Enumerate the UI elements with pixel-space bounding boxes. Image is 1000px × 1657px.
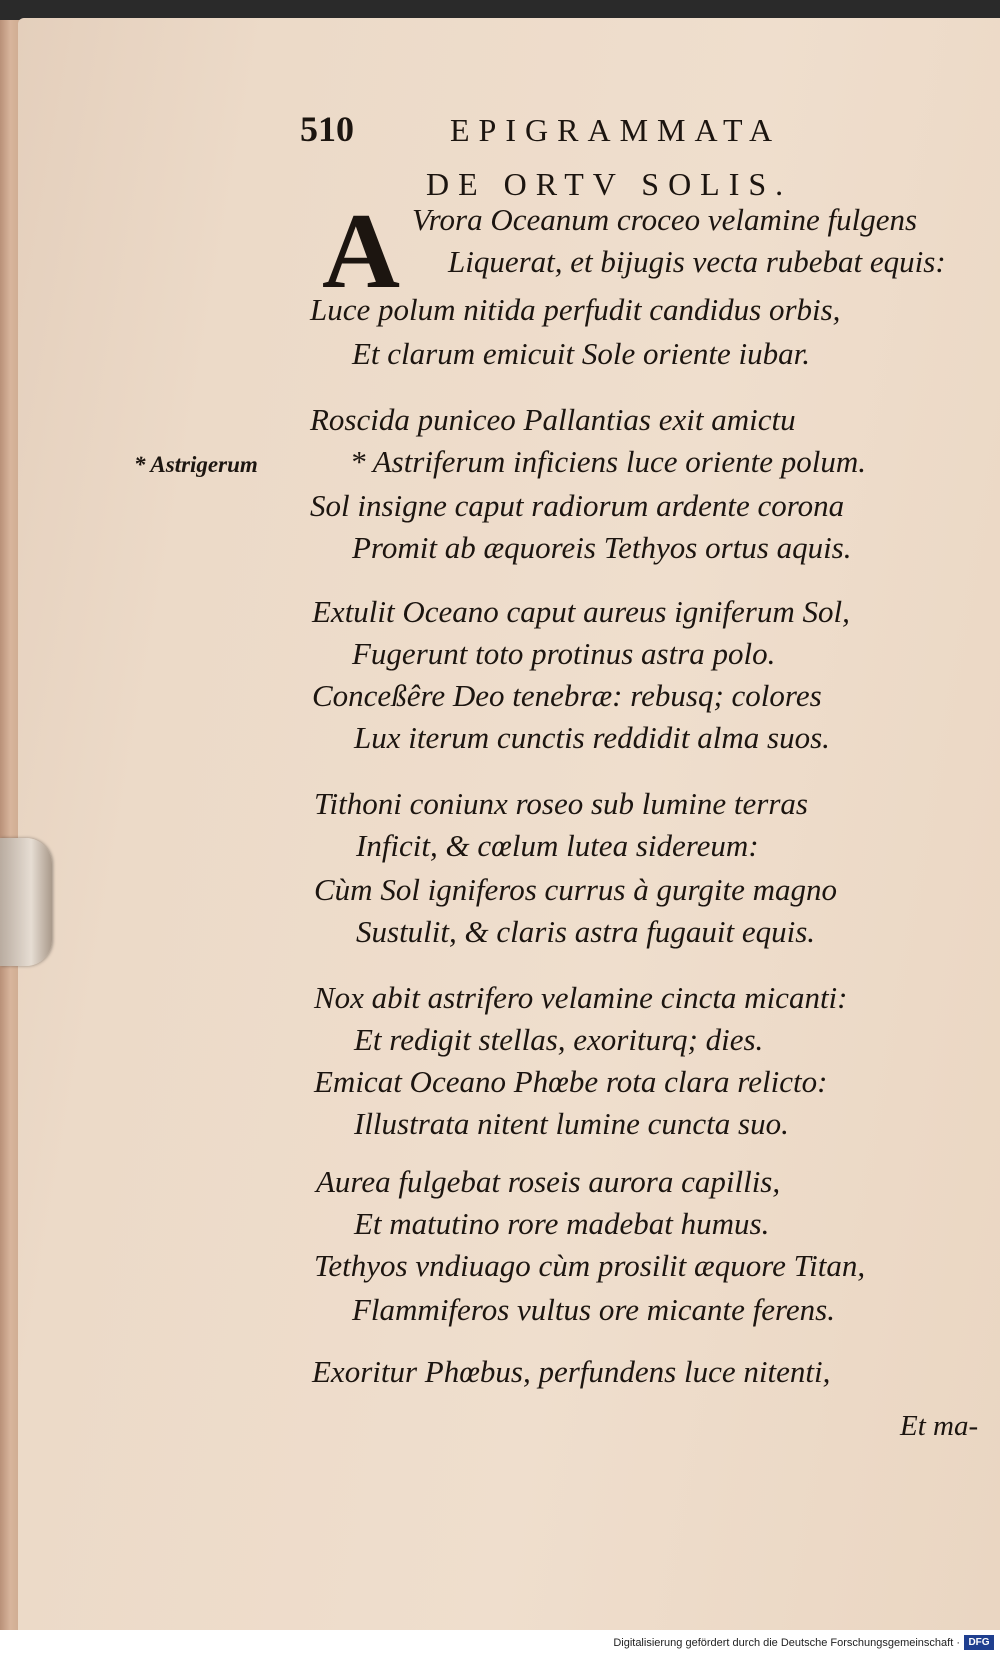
verse-line: Emicat Oceano Phœbe rota clara relicto: — [314, 1064, 828, 1099]
verse-line: Promit ab æquoreis Tethyos ortus aquis. — [352, 530, 852, 565]
verse-line: Exoritur Phœbus, perfundens luce nitenti, — [312, 1354, 831, 1389]
verse-line: Inficit, & cœlum lutea sidereum: — [356, 828, 759, 863]
footer-bar — [0, 1630, 1000, 1657]
verse-line: Et clarum emicuit Sole oriente iubar. — [352, 336, 811, 371]
verse-line: Flammiferos vultus ore micante ferens. — [352, 1292, 835, 1327]
verse-line: Sustulit, & claris astra fugauit equis. — [356, 914, 816, 949]
verse-line: Tethyos vndiuago cùm prosilit æquore Titan, — [314, 1248, 866, 1283]
marginal-note: * Astrigerum — [134, 452, 258, 477]
verse-line: Roscida puniceo Pallantias exit amictu — [310, 402, 796, 437]
verse-line: Nox abit astrifero velamine cincta micanti: — [314, 980, 848, 1015]
drop-cap: A — [322, 192, 400, 311]
verse-line: Vrora Oceanum croceo velamine fulgens — [412, 202, 918, 237]
verse-line: Luce polum nitida perfudit candidus orbis, — [310, 292, 841, 327]
verse-line: Sol insigne caput radiorum ardente corona — [310, 488, 845, 523]
verse-line: * Astriferum inficiens luce oriente polum. — [350, 444, 867, 479]
poem-title: DE ORTV SOLIS. — [426, 166, 793, 202]
catchword: Et ma- — [900, 1410, 979, 1442]
page-number: 510 — [300, 109, 354, 149]
footer-credit: Digitalisierung gefördert durch die Deutsche Forschungsgemeinschaft · — [613, 1637, 960, 1649]
verse-line: Aurea fulgebat roseis aurora capillis, — [316, 1164, 781, 1199]
verse-line: Liquerat, et bijugis vecta rubebat equis: — [448, 244, 946, 279]
verse-line: Lux iterum cunctis reddidit alma suos. — [354, 720, 830, 755]
verse-line: Tithoni coniunx roseo sub lumine terras — [314, 786, 808, 821]
verse-line: Et redigit stellas, exoriturq; dies. — [354, 1022, 764, 1057]
dfg-logo-icon: DFG — [964, 1635, 994, 1650]
verse-line: Fugerunt toto protinus astra polo. — [352, 636, 776, 671]
page-header — [300, 108, 860, 158]
verse-line: Conceßêre Deo tenebræ: rebusq; colores — [312, 678, 822, 713]
page-clip — [0, 838, 52, 966]
verse-line: Et matutino rore madebat humus. — [354, 1206, 770, 1241]
verse-line: Extulit Oceano caput aureus igniferum Sol, — [312, 594, 850, 629]
running-title: EPIGRAMMATA — [450, 112, 782, 148]
verse-line: Illustrata nitent lumine cuncta suo. — [354, 1106, 789, 1141]
verse-line: Cùm Sol igniferos currus à gurgite magno — [314, 872, 837, 907]
